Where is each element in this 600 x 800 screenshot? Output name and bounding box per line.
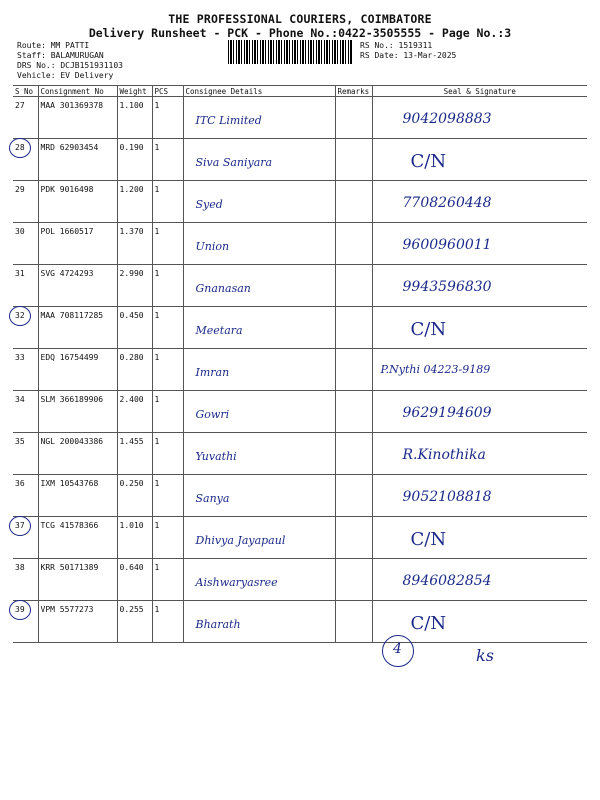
sno-cell: 34 [13,391,38,433]
seal-signature: 8946082854 [402,573,492,589]
weight-cell: 1.455 [117,433,152,475]
remarks-cell [335,517,372,559]
pcs-cell: 1 [152,433,183,475]
seal-signature-cell [372,139,587,181]
remarks-cell [335,265,372,307]
consignment-no-cell: SLM 366189906 [38,391,117,433]
consignment-no-cell: TCG 41578366 [38,517,117,559]
consignee-cell [183,307,335,349]
consignee-cell [183,433,335,475]
pcs-cell: 1 [152,517,183,559]
seal-signature: 7708260448 [402,195,492,211]
weight-cell: 1.010 [117,517,152,559]
table-row [13,307,587,349]
pcs-cell: 1 [152,223,183,265]
weight-cell: 0.250 [117,475,152,517]
sno-cell: 35 [13,433,38,475]
seal-signature-cell [372,181,587,223]
sno-cell: 29 [13,181,38,223]
weight-cell: 0.450 [117,307,152,349]
remarks-cell [335,97,372,139]
sno-cell: 36 [13,475,38,517]
consignee-name: Aishwaryasree [195,576,278,589]
remarks-cell [335,391,372,433]
runsheet-title: THE PROFESSIONAL COURIERS, COIMBATORE [168,12,432,26]
col-seal: Seal & Signature [372,86,587,97]
consignment-no-cell: VPM 5577273 [38,601,117,643]
vehicle-label: Vehicle: EV Delivery [17,71,114,80]
seal-signature: 9042098883 [402,111,492,127]
consignee-cell [183,559,335,601]
remarks-cell [335,433,372,475]
seal-signature-cell [372,559,587,601]
drs-label: DRS No.: DCJB151931103 [17,61,123,70]
pcs-cell: 1 [152,265,183,307]
table-row [13,517,587,559]
consignee-cell [183,97,335,139]
consignment-no-cell: IXM 10543768 [38,475,117,517]
consignee-name: Bharath [195,618,241,631]
consignee-name: ITC Limited [195,114,262,127]
runsheet-subtitle: Delivery Runsheet - PCK - Phone No.:0422-3505555 - Page No.:3 [88,26,512,40]
rs-no-label: RS No.: 1519311 [360,41,433,50]
table-row [13,391,587,433]
consignee-cell [183,517,335,559]
col-consignee: Consignee Details [183,86,335,97]
weight-cell: 0.190 [117,139,152,181]
sno-cell: 37 [13,517,38,559]
consignee-cell [183,223,335,265]
consignment-no-cell: PDK 9016498 [38,181,117,223]
seal-signature-cell [372,433,587,475]
seal-signature-cell [372,517,587,559]
remarks-cell [335,559,372,601]
sno-cell: 32 [13,307,38,349]
route-label: Route: MM PATTI [17,41,90,50]
page-count: 4 [393,641,402,657]
weight-cell: 0.280 [117,349,152,391]
sno-cell: 28 [13,139,38,181]
rs-info [360,41,456,61]
remarks-cell [335,139,372,181]
seal-signature: C/N [410,151,447,172]
table-row [13,349,587,391]
consignee-cell [183,139,335,181]
staff-label: Staff: BALAMURUGAN [17,51,104,60]
seal-signature-cell [372,97,587,139]
seal-signature: C/N [410,613,447,634]
consignee-name: Sanya [195,492,230,505]
seal-signature-cell [372,349,587,391]
seal-signature: 9052108818 [402,489,492,505]
seal-signature: C/N [410,319,447,340]
consignment-no-cell: MRD 62903454 [38,139,117,181]
consignee-name: Siva Saniyara [195,156,273,169]
pcs-cell: 1 [152,349,183,391]
seal-signature: R.Kinothika [402,447,486,463]
table-header-row [13,86,587,97]
seal-signature: P.Nythi 04223-9189 [380,363,491,376]
remarks-cell [335,223,372,265]
sno-circle [9,138,31,158]
pcs-cell: 1 [152,475,183,517]
seal-signature-cell [372,223,587,265]
consignment-no-cell: EDQ 16754499 [38,349,117,391]
seal-signature: 9943596830 [402,279,492,295]
remarks-cell [335,475,372,517]
sno-cell: 30 [13,223,38,265]
pcs-cell: 1 [152,307,183,349]
consignee-cell [183,391,335,433]
pcs-cell: 1 [152,601,183,643]
consignment-no-cell: MAA 301369378 [38,97,117,139]
sno-cell: 31 [13,265,38,307]
pcs-cell: 1 [152,97,183,139]
consignee-cell [183,349,335,391]
pcs-cell: 1 [152,139,183,181]
weight-cell: 1.370 [117,223,152,265]
seal-signature-cell [372,307,587,349]
sno-circle [9,516,31,536]
pcs-cell: 1 [152,391,183,433]
consignee-name: Yuvathi [195,450,237,463]
consignment-no-cell: SVG 4724293 [38,265,117,307]
consignee-name: Gowri [195,408,230,421]
sno-cell: 38 [13,559,38,601]
sno-circle [9,306,31,326]
table-row [13,181,587,223]
sno-cell: 27 [13,97,38,139]
consignment-no-cell: KRR 50171389 [38,559,117,601]
consignee-name: Dhivya Jayapaul [195,534,286,547]
weight-cell: 0.640 [117,559,152,601]
col-consignment: Consignment No [38,86,117,97]
weight-cell: 0.255 [117,601,152,643]
col-remarks: Remarks [335,86,372,97]
consignee-name: Syed [195,198,223,211]
table-row [13,601,587,643]
table-row [13,97,587,139]
consignee-name: Meetara [195,324,243,337]
table-row [13,433,587,475]
sno-circle [9,600,31,620]
table-row [13,559,587,601]
weight-cell: 2.400 [117,391,152,433]
consignment-no-cell: NGL 200043386 [38,433,117,475]
consignee-cell [183,181,335,223]
remarks-cell [335,349,372,391]
col-weight: Weight [117,86,152,97]
seal-signature: C/N [410,529,447,550]
seal-signature-cell [372,475,587,517]
barcode-icon [228,40,352,64]
consignee-name: Union [195,240,230,253]
consignee-cell [183,265,335,307]
pcs-cell: 1 [152,181,183,223]
route-info [17,41,123,81]
consignee-name: Imran [195,366,230,379]
table-row [13,139,587,181]
seal-signature: 9629194609 [402,405,492,421]
staff-initials: ks [476,646,494,665]
table-row [13,265,587,307]
sno-cell: 39 [13,601,38,643]
seal-signature-cell [372,265,587,307]
remarks-cell [335,601,372,643]
consignee-cell [183,601,335,643]
table-row [13,475,587,517]
weight-cell: 1.100 [117,97,152,139]
consignee-name: Gnanasan [195,282,251,295]
remarks-cell [335,307,372,349]
weight-cell: 1.200 [117,181,152,223]
seal-signature: 9600960011 [402,237,492,253]
consignment-no-cell: POL 1660517 [38,223,117,265]
runsheet-table [13,85,587,643]
col-sno: S No [13,86,38,97]
consignee-cell [183,475,335,517]
sno-cell: 33 [13,349,38,391]
rs-date-label: RS Date: 13-Mar-2025 [360,51,457,60]
consignment-no-cell: MAA 708117285 [38,307,117,349]
table-row [13,223,587,265]
weight-cell: 2.990 [117,265,152,307]
remarks-cell [335,181,372,223]
col-pcs: PCS [152,86,183,97]
pcs-cell: 1 [152,559,183,601]
seal-signature-cell [372,391,587,433]
